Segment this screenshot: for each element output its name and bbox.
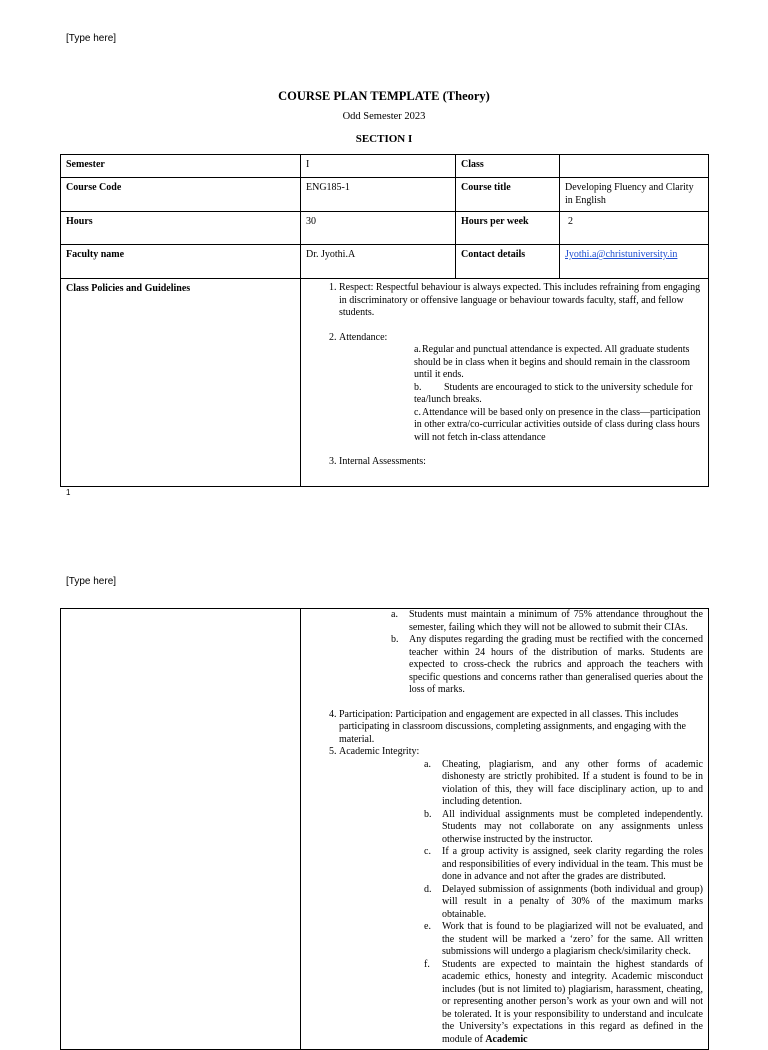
document-subtitle: Odd Semester 2023 bbox=[342, 111, 426, 122]
ia-a-text: Students must maintain a minimum of 75% attendance throughout the semester, failing which they will not be allowed to submit their CIAs. bbox=[409, 609, 703, 633]
value-faculty-name: Dr. Jyothi.A bbox=[301, 245, 456, 279]
att-b-marker: b. bbox=[414, 381, 422, 393]
policy-respect bbox=[339, 282, 703, 332]
value-hours-per-week: 2 bbox=[560, 212, 709, 245]
list-item bbox=[424, 759, 703, 809]
policy-academic-integrity bbox=[339, 746, 703, 1046]
course-info-table bbox=[60, 154, 709, 487]
list-item bbox=[414, 382, 703, 407]
policy-attendance-text: Attendance: bbox=[339, 331, 388, 343]
table-row bbox=[61, 155, 709, 178]
value-semester: I bbox=[301, 155, 456, 178]
contact-email-cell bbox=[560, 245, 709, 279]
attendance-sublist bbox=[414, 344, 703, 444]
value-hours: 30 bbox=[301, 212, 456, 245]
table-row bbox=[61, 279, 709, 487]
label-course-title: Course title bbox=[456, 178, 560, 212]
page-header: [Type here] bbox=[66, 576, 117, 587]
policies-content bbox=[301, 279, 709, 487]
label-class-policies: Class Policies and Guidelines bbox=[61, 279, 301, 487]
ai-f-bold-text: Academic bbox=[485, 1033, 528, 1045]
academic-integrity-sublist bbox=[424, 759, 703, 1047]
ai-e-marker: e. bbox=[424, 921, 431, 932]
att-b-text: Students are encouraged to stick to the university schedule for tea/lunch breaks. bbox=[414, 381, 693, 405]
ai-b-text: All individual assignments must be completed independently. Students may not collaborate on any assignments unless otherwise instructed by the instructor. bbox=[442, 808, 703, 845]
page-header: [Type here] bbox=[66, 33, 117, 44]
ai-f-marker: f. bbox=[424, 958, 430, 970]
table-row bbox=[61, 178, 709, 212]
ai-a-text: Cheating, plagiarism, and any other forms of academic dishonesty are strictly prohibited. If a student is found to be in violation of this, they will face disciplinary action, up to and including detention. bbox=[442, 758, 703, 807]
list-item bbox=[391, 634, 703, 697]
internal-assessments-sublist bbox=[391, 609, 703, 697]
policies-list bbox=[321, 282, 703, 469]
ai-a-marker: a. bbox=[424, 758, 431, 770]
list-item bbox=[424, 884, 703, 922]
policies-continued-table bbox=[60, 608, 709, 1050]
policy-attendance bbox=[339, 332, 703, 457]
section-heading: SECTION I bbox=[355, 133, 413, 145]
ia-b-marker: b. bbox=[391, 634, 399, 645]
list-item bbox=[424, 921, 703, 959]
policies-list-continued bbox=[321, 709, 703, 1047]
label-class: Class bbox=[456, 155, 560, 178]
label-hours: Hours bbox=[61, 212, 301, 245]
ai-f-text: Students are expected to maintain the highest standards of academic ethics, honesty and integrity. Academic misconduct includes (but is not limited to) plagiarism, harassment, cheating, or representing another person’s work as your own and will not be tolerated. It is your responsibility to understand and inculcate the University’s expectations in this regard as defined in the module of bbox=[442, 958, 703, 1045]
list-item bbox=[414, 344, 703, 382]
list-item bbox=[414, 407, 703, 445]
value-course-title: Developing Fluency and Clarity in English bbox=[560, 178, 709, 212]
ai-d-text: Delayed submission of assignments (both individual and group) will result in a penalty of 30% of the maximum marks obtainable. bbox=[442, 883, 703, 920]
att-a-text: Regular and punctual attendance is expected. All graduate students should be in class when it begins and should remain in the classroom until it ends. bbox=[414, 344, 691, 380]
list-item bbox=[424, 846, 703, 884]
list-item bbox=[391, 609, 703, 634]
policy-academic-integrity-text: Academic Integrity: bbox=[339, 746, 420, 757]
list-item bbox=[424, 809, 703, 847]
policy-participation bbox=[339, 709, 703, 747]
table-row bbox=[61, 212, 709, 245]
list-item bbox=[424, 959, 703, 1047]
contact-email-link[interactable]: Jyothi.a@christuniversity.in bbox=[565, 249, 678, 260]
policy-internal-assessments bbox=[339, 456, 703, 469]
ai-b-marker: b. bbox=[424, 808, 432, 820]
ia-a-marker: a. bbox=[391, 609, 398, 620]
att-a-marker: a. bbox=[414, 344, 421, 355]
policy-respect-text: Respect: Respectful behaviour is always expected. This includes refraining from engaging in discriminatory or offensive language or behaviour towards faculty, staff, and fellow students. bbox=[339, 282, 701, 318]
page-number: 1 bbox=[66, 488, 71, 497]
label-contact-details: Contact details bbox=[456, 245, 560, 279]
ai-c-marker: c. bbox=[424, 846, 431, 857]
ai-d-marker: d. bbox=[424, 883, 432, 895]
policies-continued-content bbox=[301, 609, 709, 1050]
label-hours-per-week: Hours per week bbox=[456, 212, 560, 245]
label-course-code: Course Code bbox=[61, 178, 301, 212]
ia-b-text: Any disputes regarding the grading must be rectified with the concerned teacher within 24 hours of the distribution of marks. Students are expected to cross-check the rubrics and approach the teachers with specific questions and concerns rather than generalised queries about the loss of marks. bbox=[409, 634, 703, 695]
att-c-text: Attendance will be based only on presence in the class—participation in other extra/co-curricular activities outside of class during class hours will not fetch in-class attendance bbox=[414, 406, 701, 443]
policy-participation-text: Participation: Participation and engagement are expected in all classes. This includes participating in classroom discussions, completing assignments, and engaging with the material. bbox=[339, 708, 686, 745]
value-class bbox=[560, 155, 709, 178]
att-c-marker: c. bbox=[414, 406, 421, 418]
document-title: COURSE PLAN TEMPLATE (Theory) bbox=[278, 89, 490, 103]
label-faculty-name: Faculty name bbox=[61, 245, 301, 279]
empty-label-cell bbox=[61, 609, 301, 1050]
ai-e-text: Work that is found to be plagiarized will not be evaluated, and the student will be marked a ‘zero’ for the same. All written submissions will undergo a plagiarism check/similarity check. bbox=[442, 921, 703, 957]
table-row bbox=[61, 609, 709, 1050]
label-semester: Semester bbox=[61, 155, 301, 178]
table-row bbox=[61, 245, 709, 279]
policy-ia-text: Internal Assessments: bbox=[339, 456, 426, 467]
ai-c-text: If a group activity is assigned, seek clarity regarding the roles and responsibilities of every individual in the team. This must be done in advance and not after the grades are distributed. bbox=[442, 846, 703, 882]
value-course-code: ENG185-1 bbox=[301, 178, 456, 212]
